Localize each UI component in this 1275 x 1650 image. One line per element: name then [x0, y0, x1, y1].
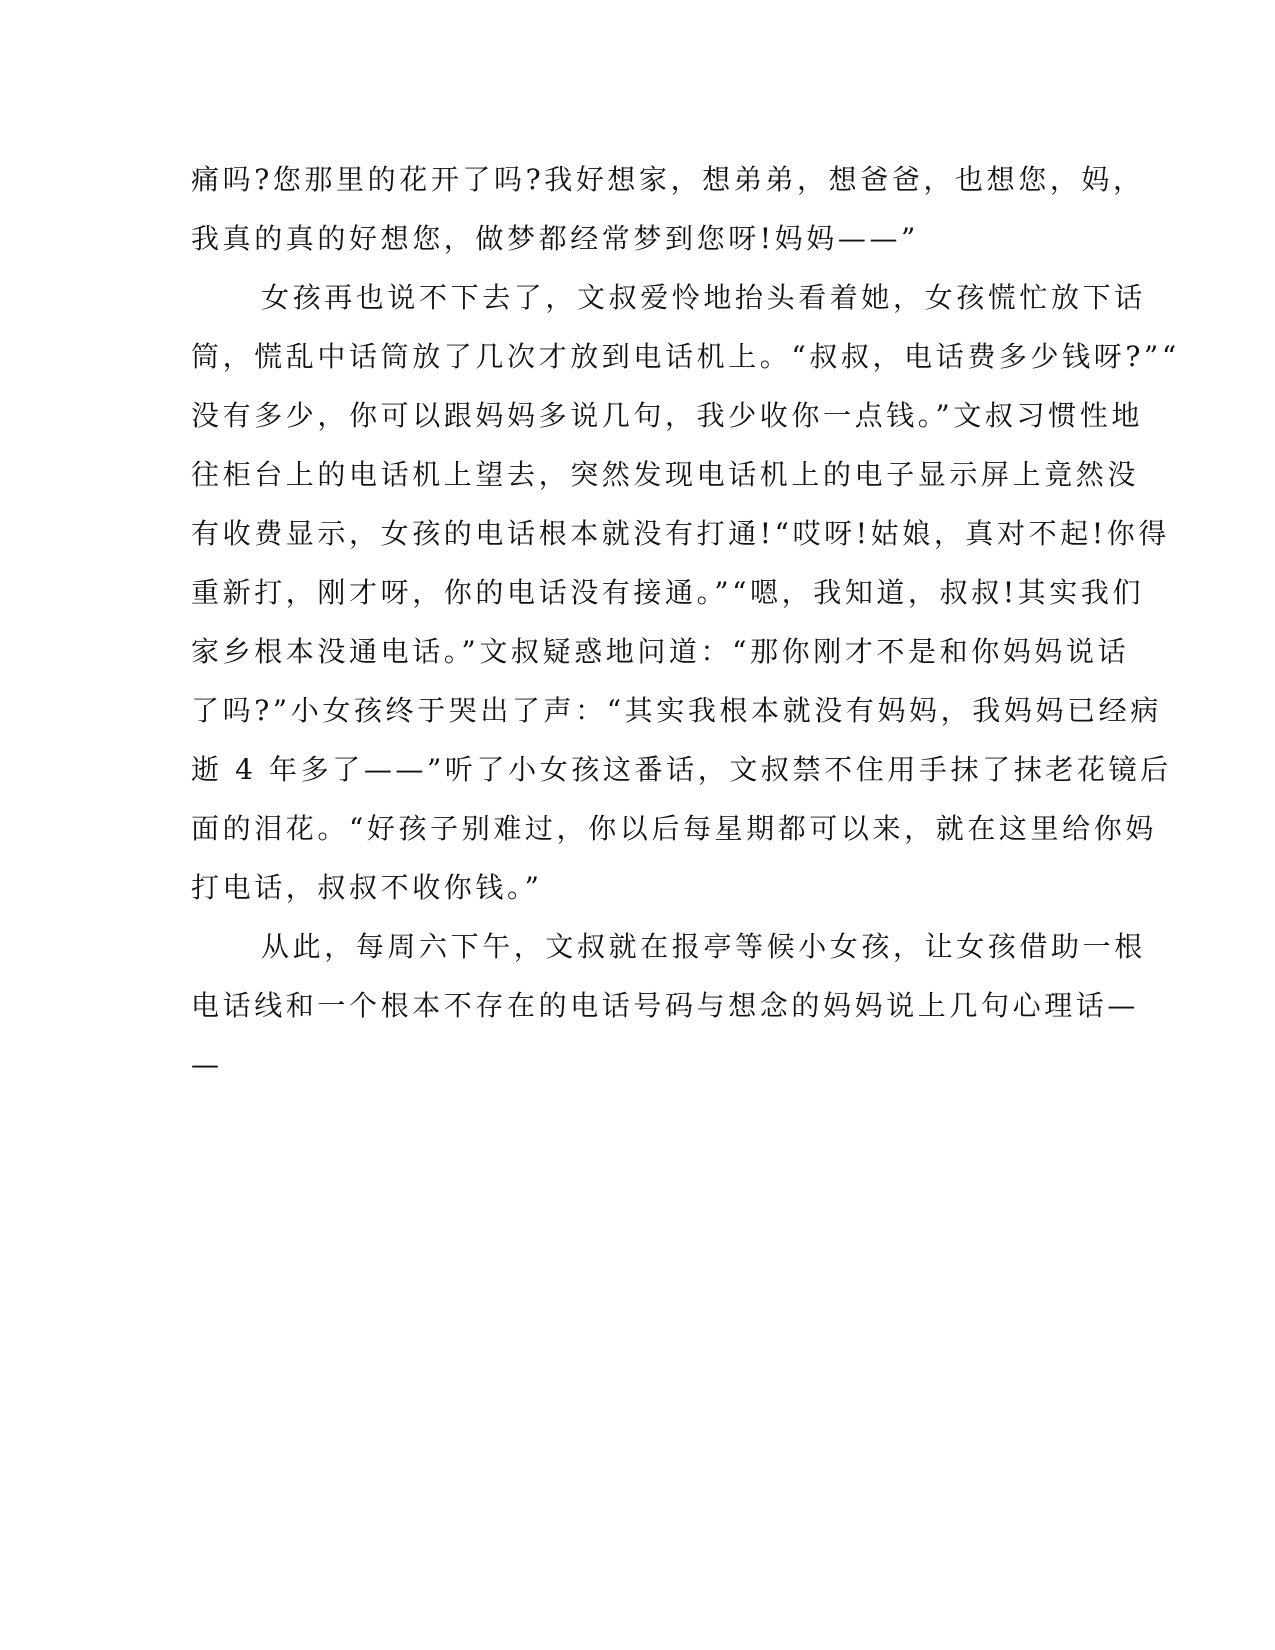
text-line: 电话线和一个根本不存在的电话号码与想念的妈妈说上几句心理话— — [191, 989, 1140, 1022]
text-line: 从此，每周六下午，文叔就在报亭等候小女孩，让女孩借助一根 — [261, 930, 1146, 963]
text-line: 没有多少，你可以跟妈妈多说几句，我少收你一点钱。”文叔习惯性地 — [191, 399, 1143, 432]
text-line: 筒，慌乱中话筒放了几次才放到电话机上。“叔叔，电话费多少钱呀?”“ — [191, 340, 1180, 373]
text-line: 打电话，叔叔不收你钱。” — [191, 871, 543, 904]
text-line: 痛吗?您那里的花开了吗?我好想家，想弟弟，想爸爸，也想您，妈， — [191, 163, 1145, 196]
text-line: 逝 4 年多了——”听了小女孩这番话，文叔禁不住用手抹了抹老花镜后 — [191, 753, 1172, 786]
text-line: 往柜台上的电话机上望去，突然发现电话机上的电子显示屏上竟然没 — [191, 458, 1140, 491]
text-line: 重新打，刚才呀，你的电话没有接通。”“嗯，我知道，叔叔!其实我们 — [191, 576, 1145, 609]
text-line: 女孩再也说不下去了，文叔爱怜地抬头看着她，女孩慌忙放下话 — [261, 281, 1146, 314]
text-line: 家乡根本没通电话。”文叔疑惑地问道：“那你刚才不是和你妈妈说话 — [191, 635, 1130, 668]
text-line: — — [191, 1048, 223, 1081]
text-line: 了吗?”小女孩终于哭出了声：“其实我根本就没有妈妈，我妈妈已经病 — [191, 694, 1162, 727]
text-line: 我真的真的好想您，做梦都经常梦到您呀!妈妈——” — [191, 222, 919, 255]
text-line: 面的泪花。“好孩子别难过，你以后每星期都可以来，就在这里给你妈 — [191, 812, 1157, 845]
text-line: 有收费显示，女孩的电话根本就没有打通!“哎呀!姑娘，真对不起!你得 — [191, 517, 1170, 550]
